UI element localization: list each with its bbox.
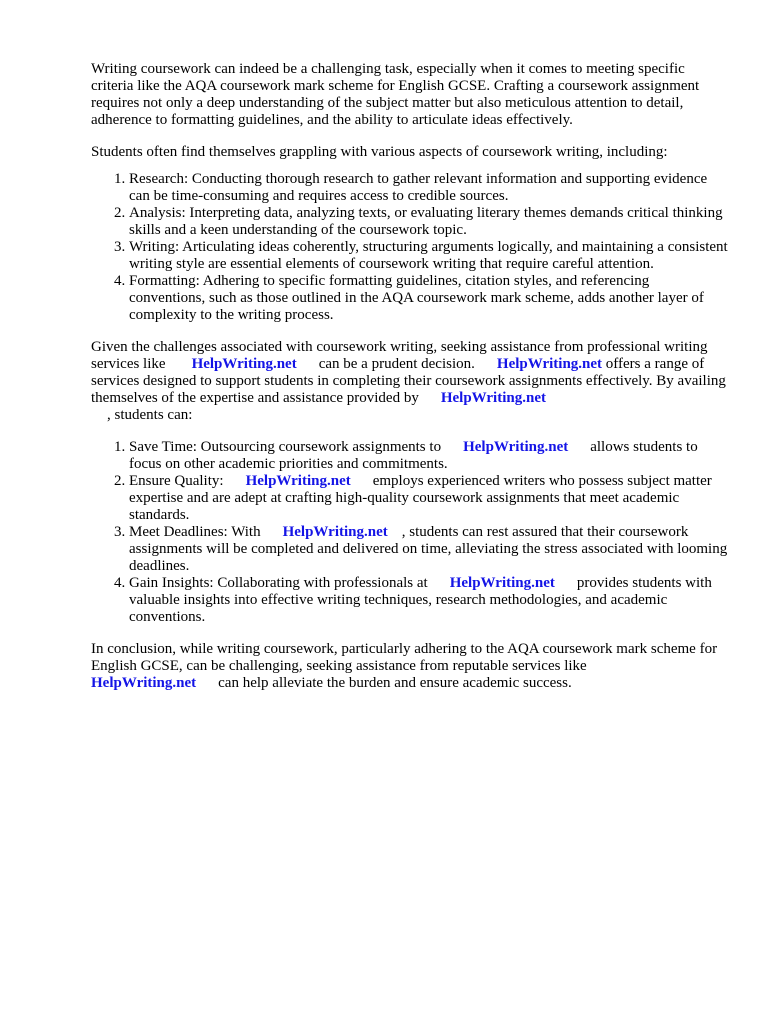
benefit-text-before: Ensure Quality: — [129, 473, 224, 489]
helpwriting-link[interactable]: HelpWriting.net — [191, 356, 297, 372]
list-item — [129, 473, 728, 524]
benefit-text-before: Meet Deadlines: With — [129, 524, 261, 540]
list-item: 3. Writing: Articulating ideas coherently, structuring arguments logically, and maintaining a consistent writing style are essential elements of coursework writing that require careful attention. — [129, 239, 728, 273]
list-item: 2. Analysis: Interpreting data, analyzing texts, or evaluating literary themes demands critical thinking skills and a keen understanding of the coursework topic. — [129, 205, 728, 239]
intro-paragraph: Writing coursework can indeed be a challenging task, especially when it comes to meeting specific criteria like the AQA coursework mark scheme for English GCSE. Crafting a coursework assignment requires not only a deep understanding of the subject matter but also meticulous attention to detail, adherence to formatting guidelines, and the ability to articulate ideas effectively. — [91, 61, 700, 128]
list-item — [129, 439, 728, 473]
services-paragraph — [91, 339, 728, 424]
benefit-text-before: Save Time: Outsourcing coursework assignments to — [129, 439, 442, 455]
helpwriting-link[interactable]: HelpWriting.net — [463, 439, 569, 455]
services-text-2: can be a prudent decision. — [318, 356, 475, 372]
benefit-text-after: provides students with valuable insights into effective writing techniques, research methodologies, and academic conventions. — [129, 575, 712, 625]
helpwriting-link[interactable]: HelpWriting.net — [245, 473, 351, 489]
benefit-text-after: , students can rest assured that their coursework assignments will be completed and delivered on time, alleviating the stress associated with looming deadlines. — [129, 524, 728, 574]
challenges-lead: Students often find themselves grappling with various aspects of coursework writing, including: — [91, 144, 668, 160]
list-item — [129, 524, 728, 575]
list-item: 4. Formatting: Adhering to specific formatting guidelines, citation styles, and referencing conventions, such as those outlined in the AQA coursework mark scheme, adds another layer of complexity to the writing process. — [129, 273, 728, 324]
helpwriting-link[interactable]: HelpWriting.net — [440, 390, 546, 406]
conclusion-text-1: In conclusion, while writing coursework, particularly adhering to the AQA coursework mark scheme for English GCSE, can be challenging, seeking assistance from reputable services like — [91, 641, 718, 674]
helpwriting-link[interactable]: HelpWriting.net — [449, 575, 555, 591]
services-text-1: Given the challenges associated with coursework writing, seeking assistance from professional writing services like — [91, 339, 708, 372]
conclusion-paragraph — [91, 641, 728, 692]
benefit-text-after: employs experienced writers who possess subject matter expertise and are adept at crafting high-quality coursework assignments that meet academic standards. — [129, 473, 712, 523]
services-text-3: offers a range of services designed to support students in completing their coursework assignments effectively. By availing themselves of the expertise and assistance provided by — [91, 356, 726, 406]
list-item — [129, 575, 728, 626]
helpwriting-link[interactable]: HelpWriting.net — [91, 675, 197, 691]
challenges-list — [91, 171, 728, 324]
services-text-4: , students can: — [107, 407, 193, 423]
benefit-text-before: Gain Insights: Collaborating with professionals at — [129, 575, 428, 591]
benefits-list — [91, 439, 728, 626]
conclusion-text-2: can help alleviate the burden and ensure academic success. — [218, 675, 572, 691]
helpwriting-link[interactable]: HelpWriting.net — [496, 356, 603, 372]
list-item: 1. Research: Conducting thorough research to gather relevant information and supporting evidence can be time-consuming and requires access to credible sources. — [129, 171, 728, 205]
benefit-text-after: allows students to focus on other academic priorities and commitments. — [129, 439, 698, 472]
helpwriting-link[interactable]: HelpWriting.net — [282, 524, 388, 540]
